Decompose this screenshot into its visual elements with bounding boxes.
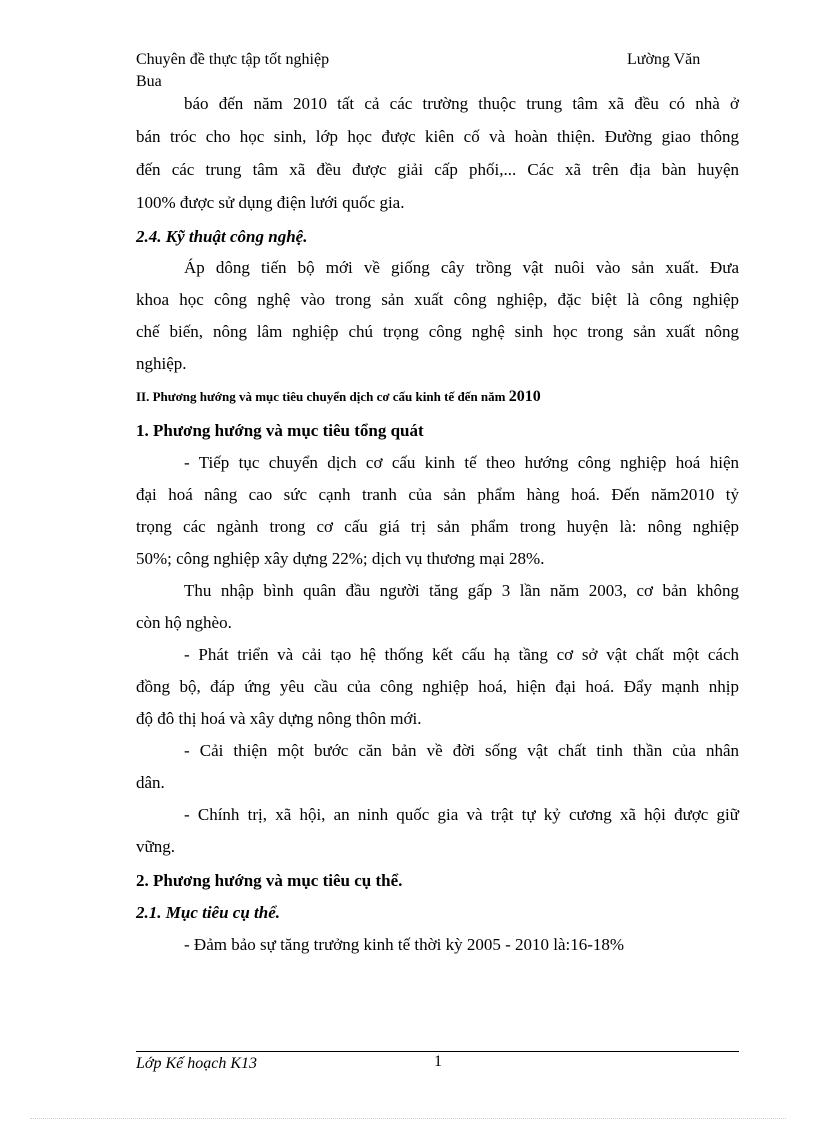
page-bottom-divider: [30, 1118, 786, 1119]
paragraph-line: 100% được sử dụng điện lưới quốc gia.: [136, 193, 405, 212]
paragraph-line: 50%; công nghiệp xây dựng 22%; dịch vụ thương mại 28%.: [136, 549, 545, 568]
paragraph-line: bán tróc cho học sinh, lớp học được kiên cố và hoàn thiện. Đường giao thông: [136, 127, 739, 146]
heading-2-4: 2.4. Kỹ thuật công nghệ.: [136, 227, 308, 246]
paragraph-line: Thu nhập bình quân đầu người tăng gấp 3 lần năm 2003, cơ bản không: [184, 581, 739, 600]
section-II-text: II. Phương hướng và mục tiêu chuyển dịch cơ cấu kinh tế đến năm: [136, 389, 506, 404]
section-II-year: 2010: [508, 388, 541, 405]
paragraph-line: nghiệp.: [136, 354, 187, 373]
paragraph-line: báo đến năm 2010 tất cả các trường thuộc trung tâm xã đều có nhà ở: [184, 94, 739, 113]
paragraph-line: còn hộ nghèo.: [136, 613, 232, 632]
paragraph-line: vững.: [136, 837, 175, 856]
paragraph-line: dân.: [136, 773, 165, 792]
paragraph-line: - Tiếp tục chuyển dịch cơ cấu kinh tế theo hướng công nghiệp hoá hiện: [184, 453, 739, 472]
paragraph-line: Áp dông tiến bộ mới về giống cây trồng vật nuôi vào sản xuất. Đưa: [184, 258, 739, 277]
paragraph-line: - Phát triển và cải tạo hệ thống kết cấu hạ tầng cơ sở vật chất một cách: [184, 645, 739, 664]
paragraph-line: đến các trung tâm xã đều được giải cấp phối,... Các xã trên địa bàn huyện: [136, 160, 739, 179]
heading-2-1: 2.1. Mục tiêu cụ thể.: [136, 903, 281, 922]
heading-2: 2. Phương hướng và mục tiêu cụ thể.: [136, 871, 403, 890]
paragraph-line: đại hoá nâng cao sức cạnh tranh của sản phẩm hàng hoá. Đến năm2010 tỷ: [136, 485, 739, 504]
footer-rule: [136, 1051, 739, 1052]
running-header-author-wrap: Bua: [136, 73, 162, 90]
paragraph-line: trọng các ngành trong cơ cấu giá trị sản phẩm trong huyện là: nông nghiệp: [136, 517, 739, 536]
page-number: 1: [434, 1053, 442, 1070]
paragraph-line: - Đảm bảo sự tăng trưởng kinh tế thời kỳ 2005 - 2010 là:16-18%: [184, 935, 625, 954]
paragraph-line: chế biến, nông lâm nghiệp chú trọng công nghệ sinh học trong sản xuất nông: [136, 322, 739, 341]
running-header-author: Lường Văn: [627, 51, 701, 68]
paragraph-line: độ đô thị hoá và xây dựng nông thôn mới.: [136, 709, 422, 728]
paragraph-line: - Cải thiện một bước căn bản về đời sống vật chất tinh thần của nhân: [184, 741, 739, 760]
section-II-heading: [136, 388, 739, 406]
running-header-title: Chuyên đề thực tập tốt nghiệp: [136, 51, 330, 68]
heading-1: 1. Phương hướng và mục tiêu tổng quát: [136, 421, 424, 440]
paragraph-line: đồng bộ, đáp ứng yêu cầu của công nghiệp hoá, hiện đại hoá. Đẩy mạnh nhịp: [136, 677, 739, 696]
footer-class-label: Lớp Kế hoạch K13: [136, 1055, 257, 1072]
paragraph-line: khoa học công nghệ vào trong sản xuất công nghiệp, đặc biệt là công nghiệp: [136, 290, 739, 309]
paragraph-line: - Chính trị, xã hội, an ninh quốc gia và trật tự kỷ cương xã hội được giữ: [184, 805, 739, 824]
